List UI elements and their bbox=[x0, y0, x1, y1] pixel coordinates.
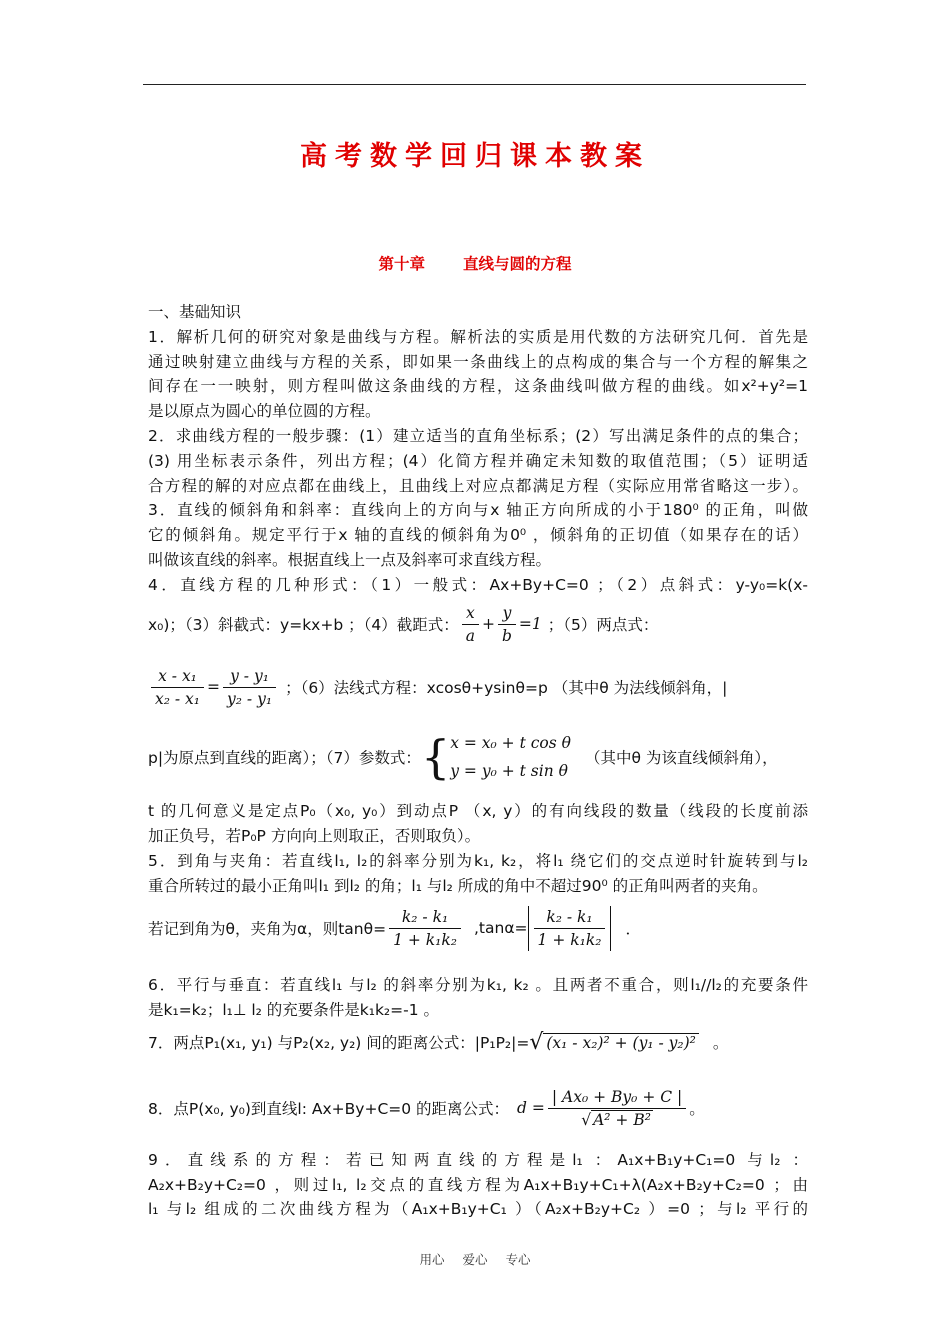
frac-num: | Ax₀ + By₀ + C | bbox=[548, 1086, 686, 1109]
p1-line: 是以原点为圆心的单位圆的方程。 bbox=[148, 402, 381, 420]
fraction bbox=[223, 665, 276, 710]
chapter-name: 直线与圆的方程 bbox=[463, 255, 572, 273]
p9-line: A₂x+B₂y+C₂=0 ，则过l₁, l₂交点的直线方程为A₁x+B₁y+C₁+λ(A₂x+B₂y+C₂=0 ；由 bbox=[148, 1176, 808, 1194]
brace: { bbox=[420, 730, 451, 784]
p2-line: 合方程的解的对应点都在曲线上，且曲线上对应点都满足方程（实际应用常省略这一步）。 bbox=[148, 477, 808, 495]
section-heading: 一、基础知识 bbox=[148, 303, 242, 321]
frac-den bbox=[548, 1109, 686, 1131]
p4-text: ；（5）两点式： bbox=[547, 616, 659, 634]
frac-den: y₂ - y₁ bbox=[227, 689, 273, 708]
sqrt-icon: √ bbox=[529, 1029, 544, 1055]
frac-den: 1 + k₁k₂ bbox=[537, 930, 602, 949]
p1-line: 1．解析几何的研究对象是曲线与方程。解析法的实质是用代数的方法研究几何．首先是 bbox=[148, 328, 808, 346]
param-system bbox=[450, 729, 571, 785]
p2-line: (3) 用坐标表示条件，列出方程；(4）化简方程并确定未知数的取值范围；（5）证明适 bbox=[148, 452, 808, 470]
p5-line bbox=[148, 900, 808, 956]
page-footer: 用心 爱心 专心 bbox=[419, 1252, 531, 1267]
p3-line: 3．直线的倾斜角和斜率：直线向上的方向与x 轴正方向所成的小于180⁰ 的正角，叫做 bbox=[148, 501, 808, 519]
p9-line: 9．直线系的方程：若已知两直线的方程是l₁ ：A₁x+B₁y+C₁=0 与l₂ ： bbox=[148, 1151, 808, 1169]
fraction bbox=[462, 602, 479, 647]
page-title: 高考数学回归课本教案 bbox=[300, 141, 650, 172]
chapter-heading bbox=[0, 252, 950, 274]
p4-text: （其中θ 为该直线倾斜角）， bbox=[584, 749, 778, 767]
sqrt-icon: √ bbox=[581, 1110, 592, 1129]
p5-text: 若记到角为θ，夹角为α，则tanθ= bbox=[148, 920, 387, 938]
p4-text: ；（6）法线式方程：xcosθ+ysinθ=p （其中θ 为法线倾斜角，| bbox=[285, 679, 728, 697]
p4-line: 加正负号，若P₀P 方向向上则取正，否则取负）。 bbox=[148, 827, 481, 845]
p7-text: 。 bbox=[712, 1034, 729, 1052]
frac-num: y - y₁ bbox=[223, 665, 276, 688]
p4-line: 4．直线方程的几种形式：（1）一般式：Ax+By+C=0 ；（2）点斜式：y-y₀=k(x- bbox=[148, 576, 808, 594]
p9-line: l₁ 与l₂ 组成的二次曲线方程为（A₁x+B₁y+C₁ ）（A₂x+B₂y+C₂ ）=0 ；与l₂ 平行的 bbox=[148, 1200, 808, 1218]
fraction bbox=[151, 665, 204, 710]
frac-num: y bbox=[498, 602, 516, 625]
p7-text: 7．两点P₁(x₁, y₁) 与P₂(x₂, y₂) 间的距离公式：|P₁P₂|= bbox=[148, 1034, 530, 1052]
distance-expr: (x₁ - x₂)² + (y₁ - y₂)² bbox=[543, 1033, 699, 1052]
p3-line: 叫做该直线的斜率。根据直线上一点及斜率可求直线方程。 bbox=[148, 551, 552, 569]
fraction bbox=[534, 906, 606, 951]
fraction bbox=[548, 1086, 686, 1131]
p1-line: 间存在一一映射，则方程叫做这条曲线的方程，这条曲线叫做方程的曲线。如x²+y²=1 bbox=[148, 377, 808, 395]
p4-line: t 的几何意义是定点P₀（x₀, y₀）到动点P （x, y）的有向线段的数量（线段的长度前添 bbox=[148, 802, 808, 820]
intercept-rhs: =1 bbox=[518, 615, 542, 633]
frac-den: x₂ - x₁ bbox=[155, 689, 201, 708]
p5-text: ,tanα= bbox=[474, 919, 528, 937]
frac-num: k₂ - k₁ bbox=[534, 906, 606, 929]
p5-line: 重合所转过的最小正角叫l₁ 到l₂ 的角；l₁ 与l₂ 所成的角中不超过90⁰ 的正角叫两者的夹角。 bbox=[148, 877, 768, 895]
frac-num: k₂ - k₁ bbox=[389, 906, 461, 929]
p1-line: 通过映射建立曲线与方程的关系，即如果一条曲线上的点构成的集合与一个方程的解集之 bbox=[148, 353, 808, 371]
p7-line bbox=[148, 1024, 808, 1060]
frac-num: x bbox=[462, 602, 479, 625]
p4-text: p|为原点到直线的距离）；（7）参数式： bbox=[148, 749, 421, 767]
abs-value bbox=[528, 906, 612, 951]
p8-text: 8．点P(x₀, y₀)到直线l: Ax+By+C=0 的距离公式： bbox=[148, 1100, 510, 1118]
p4-line: $\frac{\text{x - x₁}}{\text{x₂ - x₁}}$ = $\frac{\text{y - y₁}}{\text{y₂ - y₁}}$ ；（6）法线式方程：xcosθ+ysinθ=p （其中θ 为法线倾斜角，| bbox=[148, 659, 808, 715]
p6-line: 6．平行与垂直：若直线l₁ 与l₂ 的斜率分别为k₁, k₂ 。且两者不重合，则l₁//l₂的充要条件 bbox=[148, 976, 808, 994]
frac-den: 1 + k₁k₂ bbox=[393, 930, 457, 949]
param-x: x = x₀ + t cos θ bbox=[450, 734, 571, 752]
p5-line: 5．到角与夹角：若直线l₁, l₂的斜率分别为k₁, k₂，将l₁ 绕它们的交点逆时针旋转到与l₂ bbox=[148, 852, 808, 870]
fraction bbox=[498, 602, 516, 647]
param-y: y = y₀ + t sin θ bbox=[450, 762, 568, 780]
frac-num: x - x₁ bbox=[151, 665, 204, 688]
sqrt-body: A² + B² bbox=[593, 1110, 651, 1129]
p4-text: x₀)；（3）斜截式：y=kx+b ；（4）截距式： bbox=[148, 616, 459, 634]
p5-text: ． bbox=[625, 920, 641, 938]
p4-line: x₀)；（3）斜截式：y=kx+b ；（4）截距式： $\frac{x}{a}$ + $\frac{y}{b}$ =1 ；（5）两点式： bbox=[148, 603, 659, 645]
d-lhs: d = bbox=[517, 1099, 545, 1117]
chapter-number: 第十章 bbox=[378, 255, 425, 273]
p8-line bbox=[148, 1078, 808, 1138]
frac-den: a bbox=[465, 626, 475, 645]
header-rule bbox=[143, 84, 806, 85]
p6-line: 是k₁=k₂；l₁⊥ l₂ 的充要条件是k₁k₂=-1 。 bbox=[148, 1001, 440, 1019]
p3-line: 它的倾斜角。规定平行于x 轴的直线的倾斜角为0⁰ ，倾斜角的正切值（如果存在的话） bbox=[148, 526, 808, 544]
frac-den: b bbox=[501, 626, 512, 645]
p8-text: 。 bbox=[689, 1100, 705, 1118]
fraction bbox=[389, 906, 461, 951]
p4-line bbox=[148, 728, 808, 786]
p2-line: 2．求曲线方程的一般步骤：(1）建立适当的直角坐标系；(2）写出满足条件的点的集合； bbox=[148, 427, 808, 445]
